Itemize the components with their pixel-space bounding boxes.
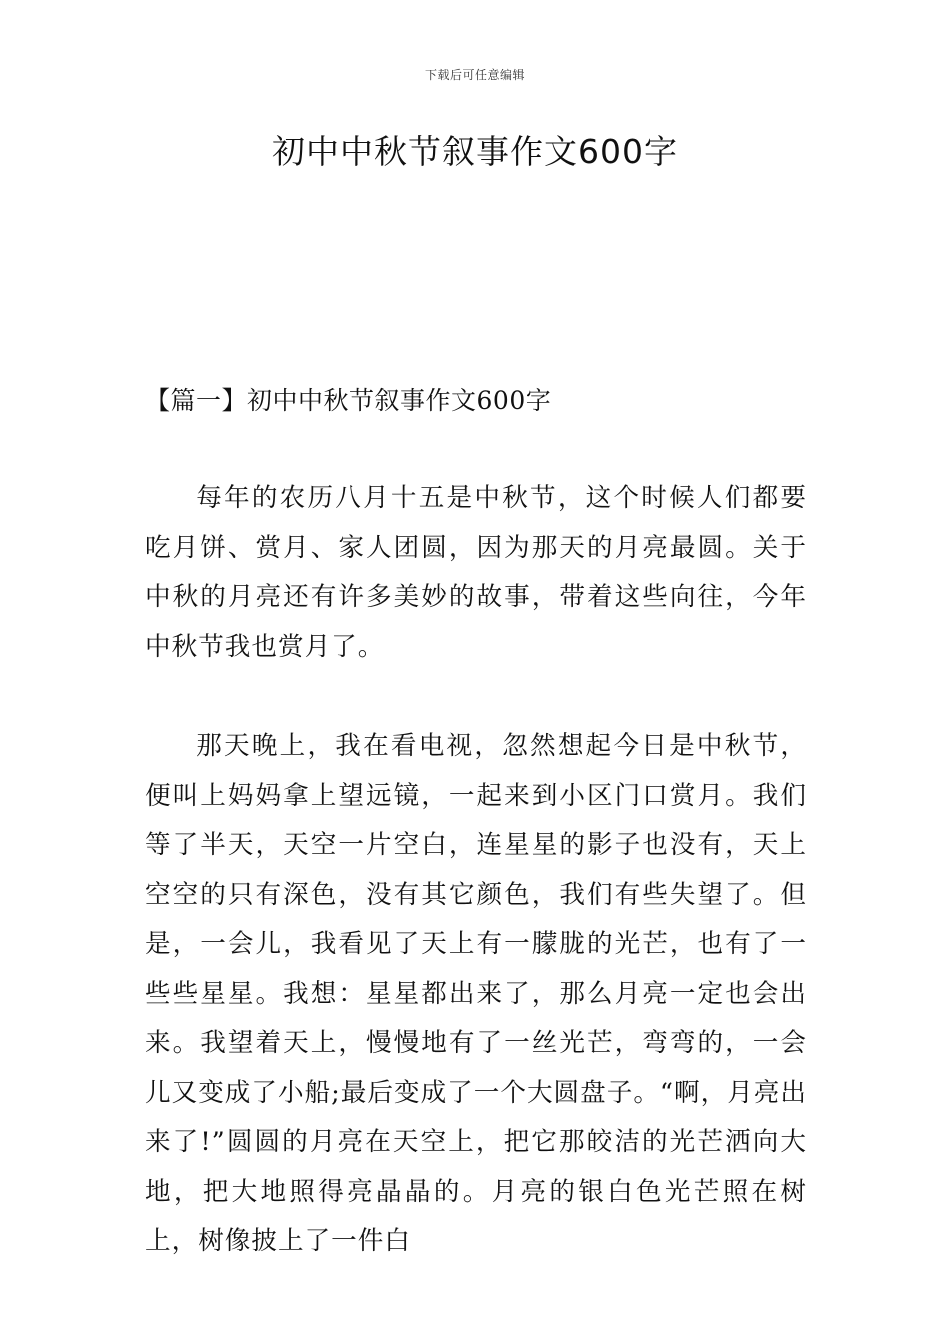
section-heading: 【篇一】初中中秋节叙事作文600字 xyxy=(145,386,552,415)
body-paragraph: 那天晚上，我在看电视，忽然想起今日是中秋节，便叫上妈妈拿上望远镜，一起来到小区门口赏月。我们等了半天，天空一片空白，连星星的影子也没有，天上空空的只有深色，没有其它颜色，我们有些失望了。但是，一会儿，我看见了天上有一朦胧的光芒，也有了一些些星星。我想：星星都出来了，那么月亮一定也会出来。我望着天上，慢慢地有了一丝光芒，弯弯的，一会儿又变成了小船;最后变成了一个大圆盘子。“啊，月亮出来了!”圆圆的月亮在天空上，把它那皎洁的光芒洒向大地，把大地照得亮晶晶的。月亮的银白色光芒照在树上，树像披上了一件白 xyxy=(145,731,807,1256)
body-paragraph: 每年的农历八月十五是中秋节，这个时候人们都要吃月饼、赏月、家人团圆，因为那天的月亮最圆。关于中秋的月亮还有许多美妙的故事，带着这些向往，今年中秋节我也赏月了。 xyxy=(145,483,807,662)
document-title: 初中中秋节叙事作文600字 xyxy=(272,132,678,171)
header-note: 下载后可任意编辑 xyxy=(424,68,525,82)
